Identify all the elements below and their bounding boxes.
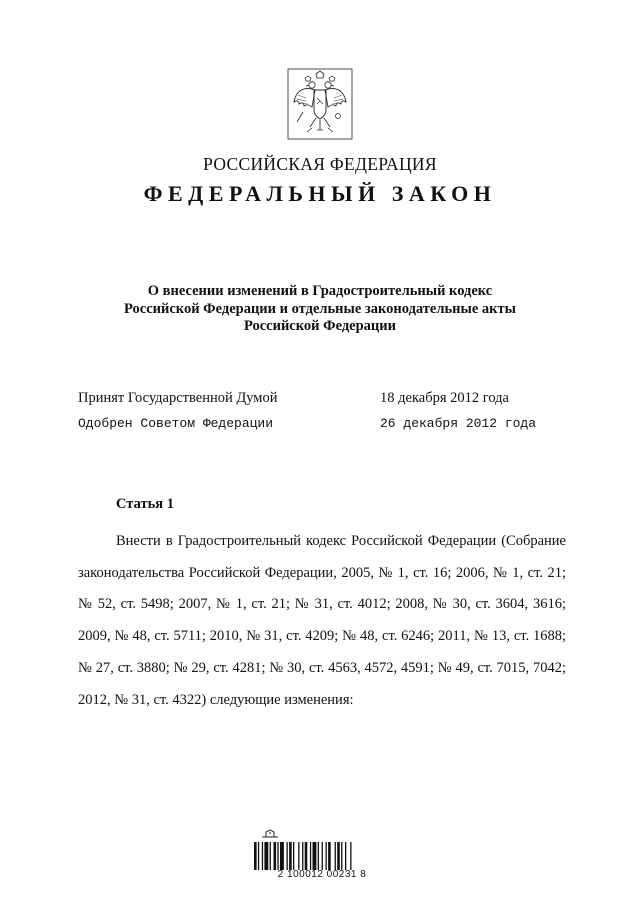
title-line: Российской Федерации — [243, 318, 396, 334]
barcode-icon — [254, 842, 378, 870]
barcode — [246, 828, 398, 884]
russian-coat-of-arms-icon — [287, 68, 353, 140]
barcode-mark-icon — [260, 828, 280, 842]
adoption-date: 26 декабря 2012 года — [380, 416, 537, 431]
article-heading: Статья 1 — [116, 496, 174, 512]
adoption-date: 18 декабря 2012 года — [380, 390, 509, 406]
title-line: О внесении изменений в Градостроительный кодекс — [147, 283, 493, 299]
adoption-label: Принят Государственной Думой — [78, 390, 278, 406]
title-line: Российской Федерации и отдельные законодательные акты — [124, 300, 516, 317]
barcode-digits: 2 100012 00231 8 — [277, 869, 367, 880]
country-name: РОССИЙСКАЯ ФЕДЕРАЦИЯ — [203, 154, 437, 174]
document-title — [80, 283, 560, 336]
article-body: Внести в Градостроительный кодекс Российской Федерации (Собрание законодательства Российской Федерации, 2005, № 1, ст. 16; 2006, № 1, ст. 21; № 52, ст. 5498; 2007, № 1, ст. 21; № 31, ст. 4012; 2008, № 30, ст. 3604, 3616; 2009, № 48, ст. 5711; 2010, № 31, ст. 4209; № 48, ст. 6246; 2011, № 13, ст. 1688; № 27, ст. 3880; № 29, ст. 4281; № 30, ст. 4563, 4572, 4591; № 49, ст. 7015, 7042; 2012, № 31, ст. 4322) следующие изменения: — [78, 533, 566, 708]
adoption-label: Одобрен Советом Федерации — [78, 416, 274, 431]
document-type: ФЕДЕРАЛЬНЫЙ ЗАКОН — [143, 181, 497, 206]
